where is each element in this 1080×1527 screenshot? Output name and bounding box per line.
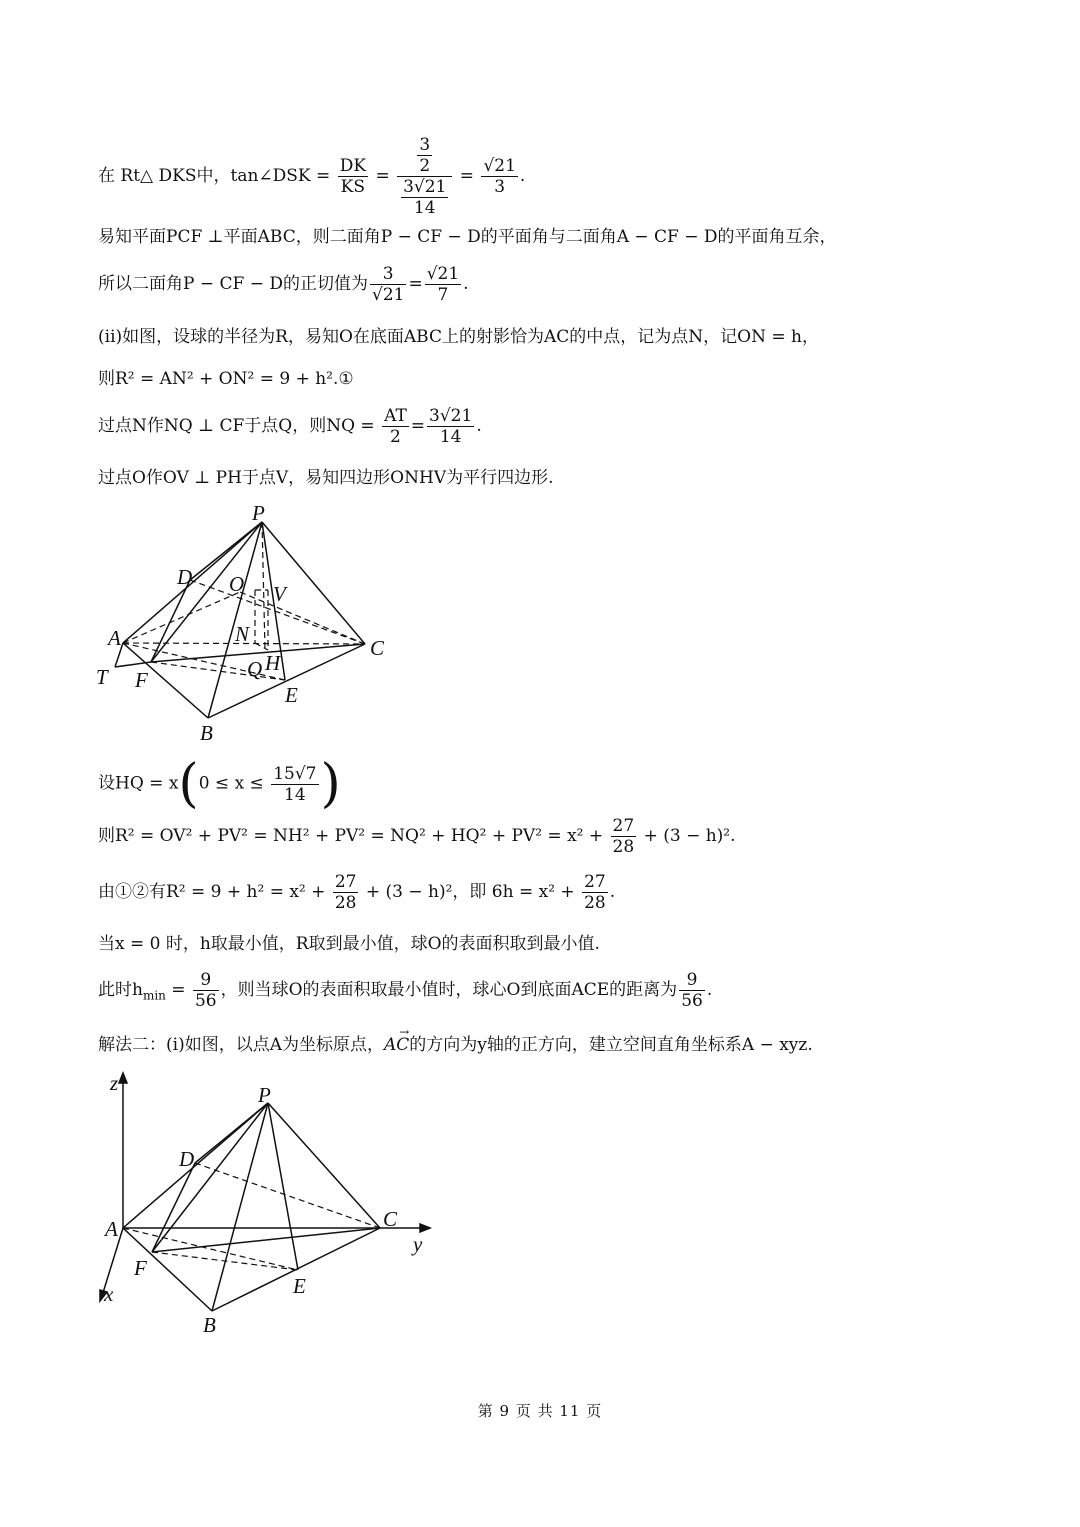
fraction (338, 156, 368, 197)
line-8 (98, 754, 341, 814)
dashed-edge (123, 592, 240, 643)
text: 的方向为y轴的正方向，建立空间直角坐标系A − xyz. (409, 1035, 813, 1055)
line-2: 易知平面PCF ⊥平面ABC，则二面角P − CF − D的平面角与二面角A − CF − D的平面角互余， (98, 227, 837, 247)
label-A: A (108, 626, 121, 650)
edge (152, 1103, 268, 1252)
dashed-edge (123, 1228, 298, 1270)
text: . (609, 882, 616, 902)
text: = (375, 166, 390, 186)
fraction (382, 406, 409, 447)
frac-num: 3 (419, 135, 431, 155)
frac-num: 27 (612, 816, 635, 836)
text: 0 ≤ x ≤ (198, 773, 264, 794)
fraction (481, 156, 517, 197)
label-P: P (252, 501, 265, 525)
edge (152, 1163, 195, 1252)
label-D: D (179, 1147, 195, 1171)
compound-fraction (397, 135, 452, 218)
frac-den: 14 (284, 784, 306, 805)
fraction (425, 264, 461, 305)
frac-den: 14 (439, 427, 462, 447)
label-E: E (285, 683, 298, 707)
frac-den: 28 (612, 837, 635, 857)
text: ，则当球O的表面积取最小值时，球心O到底面ACE的距离为 (220, 980, 678, 1000)
dashed-edge (195, 1163, 380, 1228)
line-4: (ii)如图，设球的半径为R，易知O在底面ABC上的射影恰为AC的中点，记为点N，记ON = h， (98, 327, 819, 347)
fraction (427, 406, 474, 447)
frac-num (397, 135, 452, 177)
fraction (271, 764, 318, 805)
label-y: y (413, 1232, 423, 1256)
fraction (679, 970, 705, 1011)
label-B: B (200, 721, 213, 745)
text: = (459, 166, 475, 186)
label-x: x (104, 1282, 114, 1306)
frac-num: AT (384, 406, 407, 426)
label-Q: Q (247, 657, 263, 681)
edge (190, 522, 262, 580)
frac-num: 27 (334, 872, 357, 892)
fraction (333, 872, 359, 913)
subscript: min (142, 988, 166, 1003)
frac-den: 28 (584, 893, 606, 913)
text: . (463, 274, 469, 294)
label-F: F (134, 1256, 147, 1280)
label-P: P (258, 1083, 271, 1107)
line-5: 则R² = AN² + ON² = 9 + h².① (98, 369, 354, 389)
fraction (611, 816, 637, 857)
label-A: A (105, 1217, 118, 1241)
frac-den: 3 (494, 177, 506, 197)
frac-num: DK (339, 156, 367, 176)
figure-pyramid-2 (90, 1068, 440, 1343)
line-1 (98, 135, 525, 218)
fraction (370, 264, 406, 305)
frac-den: √21 (371, 285, 405, 305)
frac-den: 2 (419, 156, 431, 176)
figure-pyramid-1 (90, 500, 410, 750)
edge (195, 1103, 268, 1163)
frac-den (397, 177, 452, 218)
frac-den: KS (340, 177, 366, 197)
label-C: C (370, 636, 385, 660)
line-11: 当x = 0 时，h取最小值，R取到最小值，球O的表面积取到最小值. (98, 934, 600, 954)
text: 在 Rt△ DKS中，tan∠DSK = (98, 166, 331, 186)
paren: ) (320, 754, 341, 814)
label-z: z (110, 1071, 119, 1095)
edge (268, 1103, 380, 1228)
text: . (519, 166, 526, 186)
line-7: 过点O作OV ⊥ PH于点V，易知四边形ONHV为平行四边形. (98, 468, 554, 488)
frac-num: 9 (679, 970, 705, 991)
fraction (582, 872, 608, 913)
text: = (165, 980, 186, 1000)
line-12 (98, 970, 712, 1011)
frac-den: 28 (334, 893, 357, 913)
inner-fraction (401, 177, 448, 218)
text: 则R² = OV² + PV² = NH² + PV² = NQ² + HQ² + PV² = x² + (98, 826, 604, 846)
dashed-edge (240, 592, 365, 644)
frac-den: 56 (194, 991, 217, 1011)
label-B: B (203, 1313, 216, 1337)
text: + (3 − h)²，即 6h = x² + (365, 882, 575, 902)
text: = (408, 274, 423, 294)
text: 设HQ = x (98, 773, 179, 794)
frac-den: 2 (390, 427, 401, 447)
inner-fraction (417, 135, 432, 176)
frac-den: 56 (681, 991, 703, 1011)
text: 此时h (98, 980, 143, 1000)
edge (268, 1103, 298, 1270)
text: . (476, 416, 482, 436)
vector-AC: → AC (383, 1025, 410, 1055)
frac-num: 9 (193, 970, 219, 991)
text: + (3 − h)². (643, 826, 736, 846)
label-C: C (383, 1207, 398, 1231)
vector-text: AC (383, 1035, 410, 1055)
frac-num: 27 (584, 872, 606, 892)
frac-den: 14 (413, 198, 436, 218)
text: . (706, 980, 713, 1000)
arrow-y (420, 1224, 430, 1232)
edge (115, 662, 151, 667)
frac-num: 3√21 (429, 406, 473, 426)
label-D: D (177, 565, 193, 589)
line-10 (98, 872, 615, 913)
label-H: H (265, 651, 281, 675)
label-V: V (273, 582, 286, 606)
text: = (410, 416, 426, 436)
line-9 (98, 816, 736, 857)
arrow-z (119, 1073, 127, 1083)
frac-num: 3√21 (403, 177, 447, 197)
frac-num: 3 (370, 264, 406, 285)
label-N: N (235, 622, 250, 646)
edge (208, 522, 262, 718)
frac-den: 7 (437, 285, 449, 305)
page-footer: 第 9 页 共 11 页 (477, 1402, 603, 1420)
line-6 (98, 406, 482, 447)
line-13 (98, 1025, 813, 1056)
edge (212, 1103, 268, 1311)
text: 过点N作NQ ⊥ CF于点Q，则NQ = (98, 416, 375, 436)
label-T: T (96, 665, 108, 689)
label-E: E (293, 1274, 306, 1298)
text: 所以二面角P − CF − D的正切值为 (98, 274, 368, 294)
text: 解法二：(i)如图，以点A为坐标原点， (98, 1035, 384, 1055)
dashed-edge (152, 1252, 298, 1270)
line-3 (98, 264, 469, 305)
frac-num: 15√7 (273, 763, 317, 784)
edge (152, 1228, 380, 1252)
paren: ( (178, 754, 199, 814)
label-O: O (229, 572, 245, 596)
fraction (193, 970, 219, 1011)
frac-num: √21 (483, 156, 516, 176)
frac-num: √21 (426, 264, 460, 284)
label-F: F (135, 668, 148, 692)
text: 由①②有R² = 9 + h² = x² + (98, 882, 326, 902)
